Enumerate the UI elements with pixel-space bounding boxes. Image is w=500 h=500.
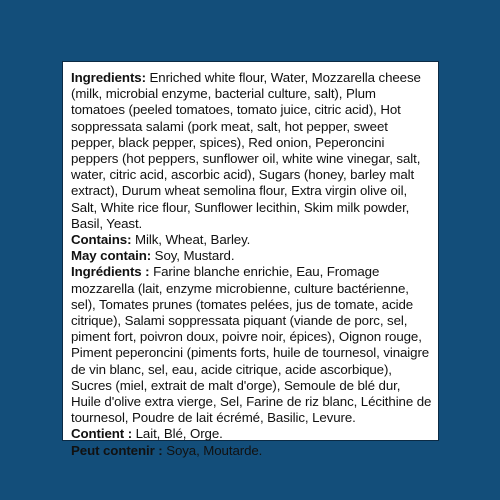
fr-ingredients-text: Farine blanche enrichie, Eau, Fromage mozzarella (lait, enzyme microbienne, culture bactérienne, sel), Tomates prunes (tomates pelées, jus de tomate, acide citrique), Salami soppressata piquant (viande de porc, sel, piment fort, poivron doux, poivre noir, épices), Oignon rouge, Piment peperoncini (piments forts, huile de tournesol, vinaigre de vin blanc, sel, eau, acide citrique, acide ascorbique), Sucres (miel, extrait de malt d'orge), Semoule de blé dur, Huile d'olive extra vierge, Sel, Farine de riz blanc, Lécithine de tournesol, Poudre de lait écrémé, Basilic, Levure. bbox=[71, 264, 432, 426]
en-may-contain-text: Soy, Mustard. bbox=[151, 248, 235, 264]
fr-may-contain-heading: Peut contenir : bbox=[71, 442, 163, 458]
fr-contains-heading: Contient : bbox=[71, 426, 133, 442]
fr-contains-text: Lait, Blé, Orge. bbox=[132, 426, 223, 442]
en-contains-text: Milk, Wheat, Barley. bbox=[131, 232, 251, 248]
fr-ingredients-heading: Ingrédients : bbox=[71, 264, 150, 280]
en-contains-paragraph bbox=[71, 232, 432, 248]
fr-ingredients-paragraph bbox=[71, 264, 432, 426]
ingredient-label-card bbox=[62, 61, 439, 458]
en-ingredients-text: Enriched white flour, Water, Mozzarella cheese (milk, microbial enzyme, bacterial culture, salt), Plum tomatoes (peeled tomatoes, tomato juice, citric acid), Hot soppressata salami (pork meat, salt, hot pepper, sweet pepper, black pepper, spices), Red onion, Peperoncini peppers (hot peppers, sunflower oil, white wine vinegar, salt, water, citric acid, ascorbic acid), Sugars (honey, barley malt extract), Durum wheat semolina flour, Extra virgin olive oil, Salt, White rice flour, Sunflower lecithin, Skim milk powder, Basil, Yeast. bbox=[71, 70, 421, 231]
en-ingredients-paragraph bbox=[71, 70, 432, 232]
fr-may-contain-paragraph bbox=[71, 443, 432, 459]
en-ingredients-heading: Ingredients: bbox=[71, 70, 146, 85]
fr-contains-paragraph bbox=[71, 426, 432, 442]
en-may-contain-paragraph bbox=[71, 248, 432, 264]
en-contains-heading: Contains: bbox=[71, 232, 132, 248]
en-may-contain-heading: May contain: bbox=[71, 248, 152, 264]
fr-may-contain-text: Soya, Moutarde. bbox=[162, 442, 263, 458]
